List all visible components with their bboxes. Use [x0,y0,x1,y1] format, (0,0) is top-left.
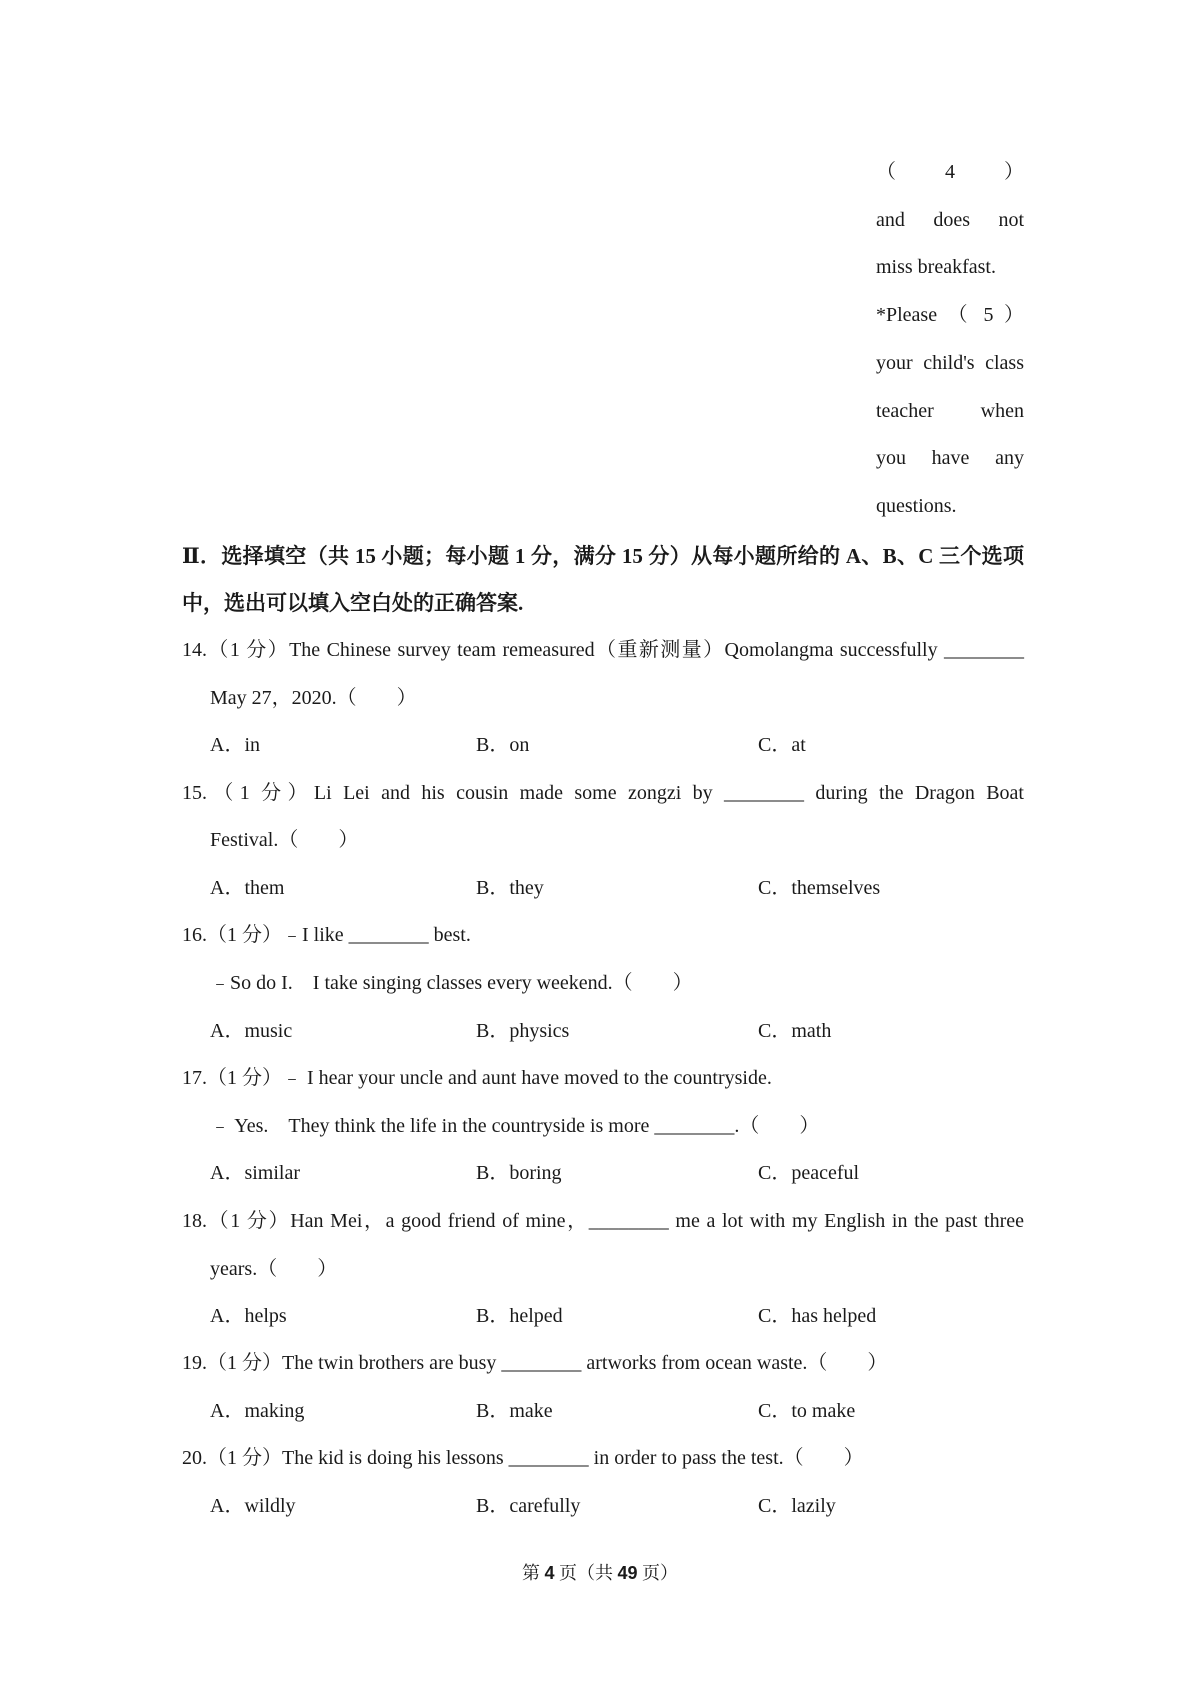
footer-middle: 页（共 [558,1563,613,1583]
option-a: A．in [210,734,260,756]
option-a: A．music [210,1020,293,1042]
question-stem: 19.（1 分）The twin brothers are busy ________ artworks from ocean waste.（ ） [182,1352,888,1374]
passage-line: your child's class [876,352,1024,374]
option-a: A．wildly [210,1495,296,1517]
option-c: C．has helped [758,1305,877,1327]
passage-line: *Please （ 5 ） [876,304,1024,326]
passage-line: （ 4 ） [876,161,1024,183]
question-stem-continued: May 27，2020.（ ） [210,687,417,709]
option-a: A．similar [210,1162,300,1184]
option-c: C．math [758,1020,832,1042]
option-c: C．peaceful [758,1162,860,1184]
footer-total-pages: 49 [617,1563,638,1583]
option-b: B．make [476,1400,553,1422]
option-c: C．to make [758,1400,856,1422]
option-c: C．themselves [758,877,881,899]
question-stem-continued: years.（ ） [210,1258,338,1280]
footer-prefix: 第 [521,1563,540,1583]
passage-line: and does not [876,209,1024,231]
option-c: C．lazily [758,1495,836,1517]
passage-line: questions. [876,495,957,517]
question-stem: 14.（1 分）The Chinese survey team remeasured（重新测量）Qomolangma successfully ________ [182,639,1024,661]
page-footer [0,1559,1200,1585]
footer-suffix: 页） [642,1563,679,1583]
passage-line: you have any [876,447,1024,469]
passage-line: teacher when [876,400,1024,422]
option-b: B．boring [476,1162,562,1184]
option-b: B．they [476,877,544,899]
question-stem-continued: ﹣So do I. I take singing classes every weekend.（ ） [210,972,693,994]
question-stem: 17.（1 分）﹣ I hear your uncle and aunt have moved to the countryside. [182,1067,772,1089]
question-stem: 16.（1 分）﹣I like ________ best. [182,924,471,946]
question-stem: 20.（1 分）The kid is doing his lessons ________ in order to pass the test.（ ） [182,1447,864,1469]
option-a: A．them [210,877,285,899]
question-stem-continued: Festival.（ ） [210,829,359,851]
option-b: B．on [476,734,530,756]
option-a: A．helps [210,1305,287,1327]
passage-line: miss breakfast. [876,256,996,278]
question-stem: 15.（1 分）Li Lei and his cousin made some zongzi by ________ during the Dragon Boat [182,782,1024,804]
question-stem-continued: ﹣ Yes. They think the life in the countryside is more ________.（ ） [210,1115,820,1137]
option-b: B．physics [476,1020,570,1042]
section-heading-line-1: Ⅱ．选择填空（共 15 小题；每小题 1 分，满分 15 分）从每小题所给的 A、B、C 三个选项 [182,544,1024,568]
option-b: B．carefully [476,1495,581,1517]
footer-page-number: 4 [544,1563,555,1583]
section-heading-line-2: 中，选出可以填入空白处的正确答案. [182,591,524,615]
option-a: A．making [210,1400,305,1422]
option-b: B．helped [476,1305,563,1327]
question-stem: 18.（1 分）Han Mei，a good friend of mine，________ me a lot with my English in the past three [182,1210,1024,1232]
option-c: C．at [758,734,806,756]
